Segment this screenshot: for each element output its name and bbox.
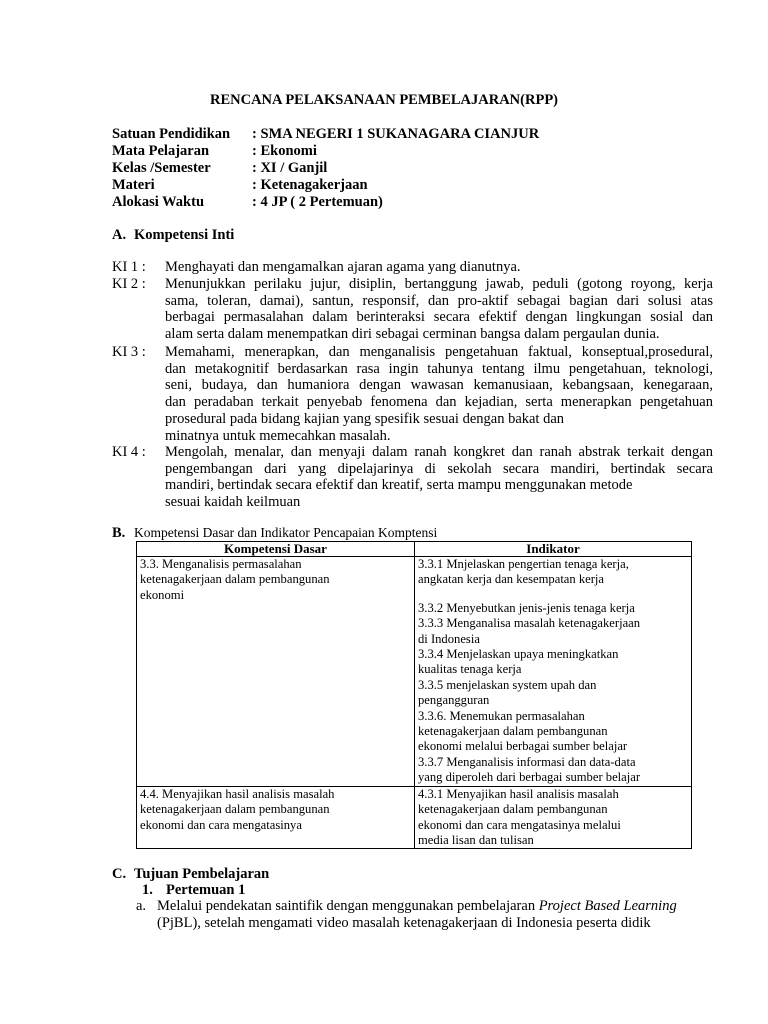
kd-line: ketenagakerjaan dalam pembangunan xyxy=(140,802,330,817)
kd-line: ekonomi dan cara mengatasinya xyxy=(140,817,302,832)
kd-line: ketenagakerjaan dalam pembangunan xyxy=(140,572,330,587)
section-c-letter: C. xyxy=(112,866,127,882)
kd-cell xyxy=(137,557,415,787)
info-label-kelas: Kelas /Semester xyxy=(112,160,211,176)
section-b-letter: B. xyxy=(112,525,126,541)
indicator-line: 3.3.2 Menyebutkan jenis-jenis tenaga kerja xyxy=(418,600,635,615)
ki2-line: alam serta dalam menempatkan diri sebagai cerminan bangsa dalam pergaulan dunia. xyxy=(165,326,660,343)
pertemuan-number: 1. xyxy=(142,882,153,898)
indicator-line: di Indonesia xyxy=(418,631,480,646)
kompetensi-table xyxy=(136,541,692,849)
indicator-line: 3.3.6. Menemukan permasalahan xyxy=(418,708,585,723)
ki4-line: mandiri, bertindak secara efektif dan kreatif, serta mampu menggunakan metode xyxy=(165,477,633,494)
info-value-kelas: : XI / Ganjil xyxy=(252,160,328,176)
ki3-label: KI 3 : xyxy=(112,344,146,360)
indicator-line: kualitas tenaga kerja xyxy=(418,662,522,677)
ki4-label: KI 4 : xyxy=(112,444,146,460)
item-a-marker: a. xyxy=(136,898,147,914)
ki4-line: sesuai kaidah keilmuan xyxy=(165,494,301,511)
indicator-line: pengangguran xyxy=(418,693,490,708)
indicator-line: ketenagakerjaan dalam pembangunan xyxy=(418,802,608,817)
indicator-line: angkatan kerja dan kesempatan kerja xyxy=(418,572,605,587)
info-label-satuan: Satuan Pendidikan xyxy=(112,126,231,142)
section-c-title: Tujuan Pembelajaran xyxy=(134,866,270,882)
ki1-label: KI 1 : xyxy=(112,259,146,275)
ki2-label: KI 2 : xyxy=(112,276,146,292)
kd-line: ekonomi xyxy=(140,587,185,602)
indicator-line: ekonomi dan cara mengatasinya melalui xyxy=(418,817,621,832)
info-label-alokasi: Alokasi Waktu xyxy=(112,194,205,210)
table-row xyxy=(137,786,692,849)
section-a-letter: A. xyxy=(112,227,127,243)
pertemuan-heading xyxy=(142,882,245,899)
info-value-mapel: : Ekonomi xyxy=(252,143,317,159)
document-title: RENCANA PELAKSANAAN PEMBELAJARAN(RPP) xyxy=(210,92,558,108)
section-a-heading xyxy=(112,227,234,244)
indicator-line: 3.3.5 menjelaskan system upah dan xyxy=(418,677,597,692)
pertemuan-title: Pertemuan 1 xyxy=(166,882,246,898)
indicator-line: media lisan dan tulisan xyxy=(418,832,534,847)
ki4-line: Mengolah, menalar, dan menyaji dalam ranah kongkret dan ranah abstrak terkait dengan xyxy=(165,444,713,460)
indicator-line: ekonomi melalui berbagai sumber belajar xyxy=(418,739,628,754)
info-value-alokasi: : 4 JP ( 2 Pertemuan) xyxy=(252,194,383,210)
indicator-line: 3.3.3 Menganalisa masalah ketenagakerjaan xyxy=(418,616,641,631)
ki3-line: minatnya untuk memecahkan masalah. xyxy=(165,427,391,444)
kd-line: 4.4. Menyajikan hasil analisis masalah xyxy=(140,786,335,801)
info-label-mapel: Mata Pelajaran xyxy=(112,143,210,159)
ki3-line: Memahami, menerapkan, dan menganalisis pengetahuan faktual, konseptual,prosedural, xyxy=(165,344,713,360)
ki4-line: pengembangan dari yang dipelajarinya di sekolah secara mandiri, bertindak secara xyxy=(165,460,713,477)
info-label-materi: Materi xyxy=(112,177,155,193)
section-b-heading xyxy=(112,525,437,542)
indicator-line: 4.3.1 Menyajikan hasil analisis masalah xyxy=(418,786,619,801)
header-kompetensi-dasar: Kompetensi Dasar xyxy=(137,542,415,557)
item-a-line1 xyxy=(157,898,677,915)
ki2-line: berbagai permasalahan dalam berinteraksi secara efektif dengan lingkungan sosial dan xyxy=(165,309,713,326)
ki2-line: Menunjukkan perilaku jujur, disiplin, bertanggung jawab, peduli (gotong royong, kerja xyxy=(165,276,713,292)
section-c-heading xyxy=(112,866,269,883)
ki3-line: dan peradaban terkait penyebab fenomena dan kejadian, serta menerapkan pengetahuan xyxy=(165,394,713,411)
ki3-line: seni, budaya, dan humaniora dengan wawasan kemanusiaan, kebangsaan, kenegaraan, xyxy=(165,377,713,394)
ki3-text xyxy=(165,344,713,444)
ki1-line: Menghayati dan mengamalkan ajaran agama yang dianutnya. xyxy=(165,259,521,275)
ki3-line: dan metakognitif berdasarkan rasa ingin tahunya tentang ilmu pengetahuan, teknologi, xyxy=(165,360,713,377)
indicator-line: ketenagakerjaan dalam pembangunan xyxy=(418,724,608,739)
section-b-title: Kompetensi Dasar dan Indikator Pencapaian Komptensi xyxy=(134,525,438,540)
item-a-line2: (PjBL), setelah mengamati video masalah ketenagakerjaan di Indonesia peserta didik xyxy=(157,915,651,931)
indicator-cell xyxy=(415,786,692,849)
indicator-line: yang diperoleh dari berbagai sumber belajar xyxy=(418,770,641,785)
indicator-line: 3.3.7 Menganalisis informasi dan data-data xyxy=(418,754,636,769)
item-a-line1-italic: Project Based Learning xyxy=(538,898,677,914)
indicator-line: 3.3.4 Menjelaskan upaya meningkatkan xyxy=(418,647,619,662)
ki2-text xyxy=(165,276,713,343)
item-a-line1-prefix: Melalui pendekatan saintifik dengan menggunakan pembelajaran xyxy=(157,898,539,914)
info-value-materi: : Ketenagakerjaan xyxy=(252,177,368,193)
ki2-line: sama, toleran, damai), santun, responsif, dan pro-aktif sebagai bagian dari solusi atas xyxy=(165,292,713,309)
kd-cell xyxy=(137,786,415,849)
ki4-text xyxy=(165,444,713,511)
table-header-row xyxy=(137,542,692,557)
table-row xyxy=(137,557,692,787)
indicator-cell xyxy=(415,557,692,787)
section-a-title: Kompetensi Inti xyxy=(134,227,235,243)
indicator-line: 3.3.1 Mnjelaskan pengertian tenaga kerja, xyxy=(418,557,629,571)
kd-line: 3.3. Menganalisis permasalahan xyxy=(140,557,302,571)
header-indikator: Indikator xyxy=(415,542,692,557)
ki1-text xyxy=(165,259,713,276)
info-value-satuan: : SMA NEGERI 1 SUKANAGARA CIANJUR xyxy=(252,126,540,142)
indicator-spacer xyxy=(418,588,688,601)
ki3-line: prosedural pada bidang kajian yang spesifik sesuai dengan bakat dan xyxy=(165,410,565,427)
